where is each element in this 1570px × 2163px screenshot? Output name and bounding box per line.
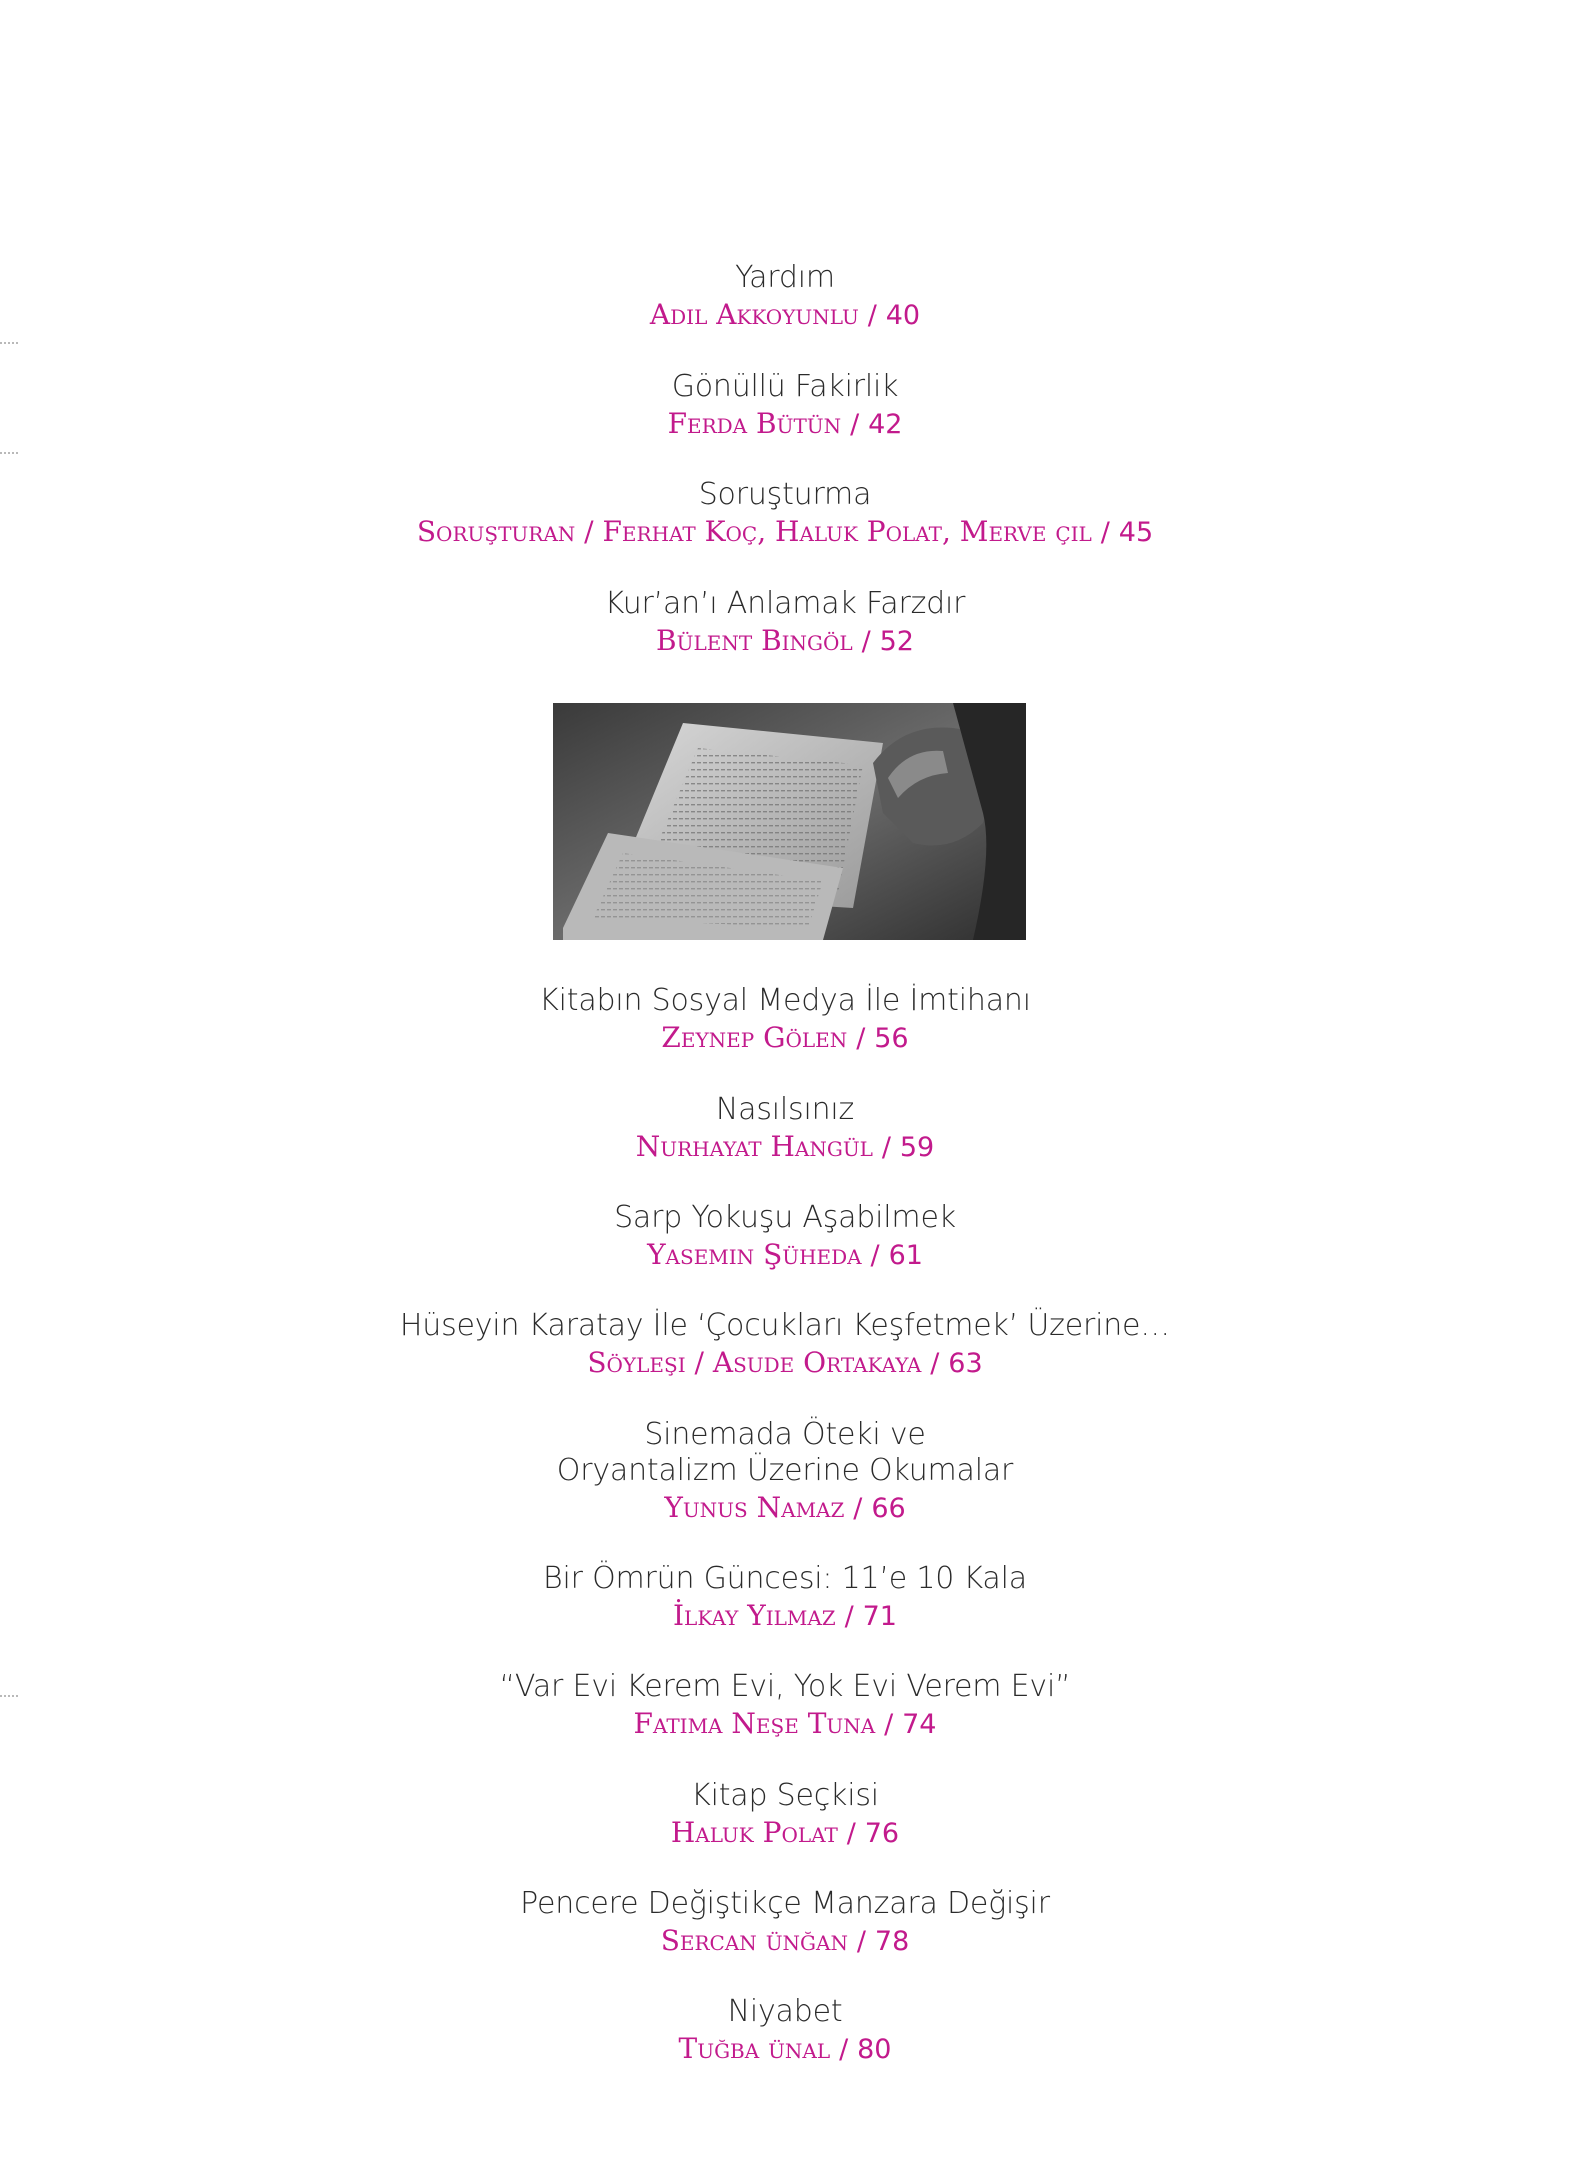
entry-author: Tuğba ünal [678,2032,831,2065]
entry-author: Ferda Bütün [667,407,842,440]
entry-title: Gönüllü Fakirlik [671,369,899,404]
edge-dots [0,342,18,344]
entry-byline [0,406,1570,443]
entry-author: Bülent Bingöl [656,624,853,657]
toc-entry [0,1417,1570,1527]
entry-separator: / [846,1818,856,1849]
entry-title: Bir Ömrün Güncesi: 11’e 10 Kala [543,1561,1027,1596]
toc-entry [0,1561,1570,1635]
entry-byline [0,1923,1570,1960]
entry-title: Hüseyin Karatay İle ‘Çocukları Keşfetmek’ Üzerine… [399,1308,1171,1343]
entry-byline [0,1706,1570,1743]
entry-page-number: 52 [879,626,914,657]
entry-title: Yardım [735,260,835,295]
entry-page-number: 74 [902,1709,937,1740]
open-book-hand-image [553,703,1026,940]
entry-separator: / [930,1348,940,1379]
entry-title: Sarp Yokuşu Aşabilmek [614,1200,956,1235]
entry-byline [0,2031,1570,2068]
toc-entry [0,1308,1570,1382]
entry-separator: / [870,1240,880,1271]
entry-separator: / [881,1132,891,1163]
entry-separator: / [856,1926,866,1957]
entry-page-number: 61 [888,1240,923,1271]
entry-byline [0,1237,1570,1274]
entry-separator: / [884,1709,894,1740]
entry-page-number: 66 [871,1493,906,1524]
entry-title-line2: Oryantalizm Üzerine Okumalar [556,1453,1014,1488]
entry-title: Niyabet [727,1994,843,2029]
toc-entry [0,477,1570,551]
entry-separator: / [853,1493,863,1524]
entry-author: Sercan ünğan [660,1924,848,1957]
entry-author: Yunus Namaz [664,1491,845,1524]
entry-byline [0,1490,1570,1527]
toc-entry [0,586,1570,660]
entry-separator: / [839,2034,849,2065]
entry-page-number: 78 [874,1926,910,1957]
toc-entry [0,983,1570,1057]
entry-title: Nasılsınız [715,1092,855,1127]
toc-entry [0,369,1570,443]
entry-author: Haluk Polat [670,1816,838,1849]
entry-title: “Var Evi Kerem Evi, Yok Evi Verem Evi” [499,1669,1071,1704]
entry-byline [0,1598,1570,1635]
entry-page-number: 63 [948,1348,983,1379]
entry-author: Söyleşi / Asude Ortakaya [587,1346,922,1379]
entry-page-number: 71 [862,1601,897,1632]
entry-title: Sinemada Öteki ve [644,1417,926,1452]
entry-page-number: 80 [857,2034,892,2065]
entry-author: Yasemin Şüheda [647,1238,862,1271]
entry-byline [0,1815,1570,1852]
entry-author: Adil Akkoyunlu [649,298,859,331]
entry-byline [0,297,1570,334]
toc-entry [0,1200,1570,1274]
entry-title: Kur’an’ı Anlamak Farzdır [604,586,966,621]
edge-dots [0,452,18,454]
entry-author: Fatıma Neşe Tuna [633,1707,876,1740]
entry-title: Kitap Seçkisi [691,1778,879,1813]
entry-separator: / [867,300,877,331]
entry-byline [0,1345,1570,1382]
toc-entry [0,1669,1570,1743]
entry-title: Soruşturma [698,477,872,512]
entry-author: İlkay Yılmaz [673,1599,836,1632]
entry-byline [0,623,1570,660]
entry-page-number: 76 [864,1818,900,1849]
entry-page-number: 59 [899,1132,935,1163]
entry-separator: / [856,1023,866,1054]
entry-byline [0,514,1570,551]
toc-entry [0,1092,1570,1166]
entry-title: Kitabın Sosyal Medya İle İmtihanı [539,983,1031,1018]
entry-separator: / [861,626,871,657]
entry-title: Pencere Değiştikçe Manzara Değişir [520,1886,1050,1921]
entry-byline [0,1129,1570,1166]
toc-entry [0,1994,1570,2068]
entry-page-number: 56 [874,1023,909,1054]
entry-author: Zeynep Gölen [661,1021,848,1054]
entry-byline [0,1020,1570,1057]
entry-separator: / [1100,517,1110,548]
entry-page-number: 40 [885,300,921,331]
quran-reading-photo [553,703,1026,940]
entry-separator: / [844,1601,854,1632]
entry-page-number: 45 [1118,517,1154,548]
entry-author: Nurhayat Hangül [635,1130,873,1163]
entry-page-number: 42 [868,409,903,440]
toc-entry [0,260,1570,334]
entry-author: Soruşturan / Ferhat Koç, Haluk Polat, Merve çil [416,515,1092,548]
toc-entry [0,1886,1570,1960]
entry-separator: / [850,409,860,440]
toc-entry [0,1778,1570,1852]
